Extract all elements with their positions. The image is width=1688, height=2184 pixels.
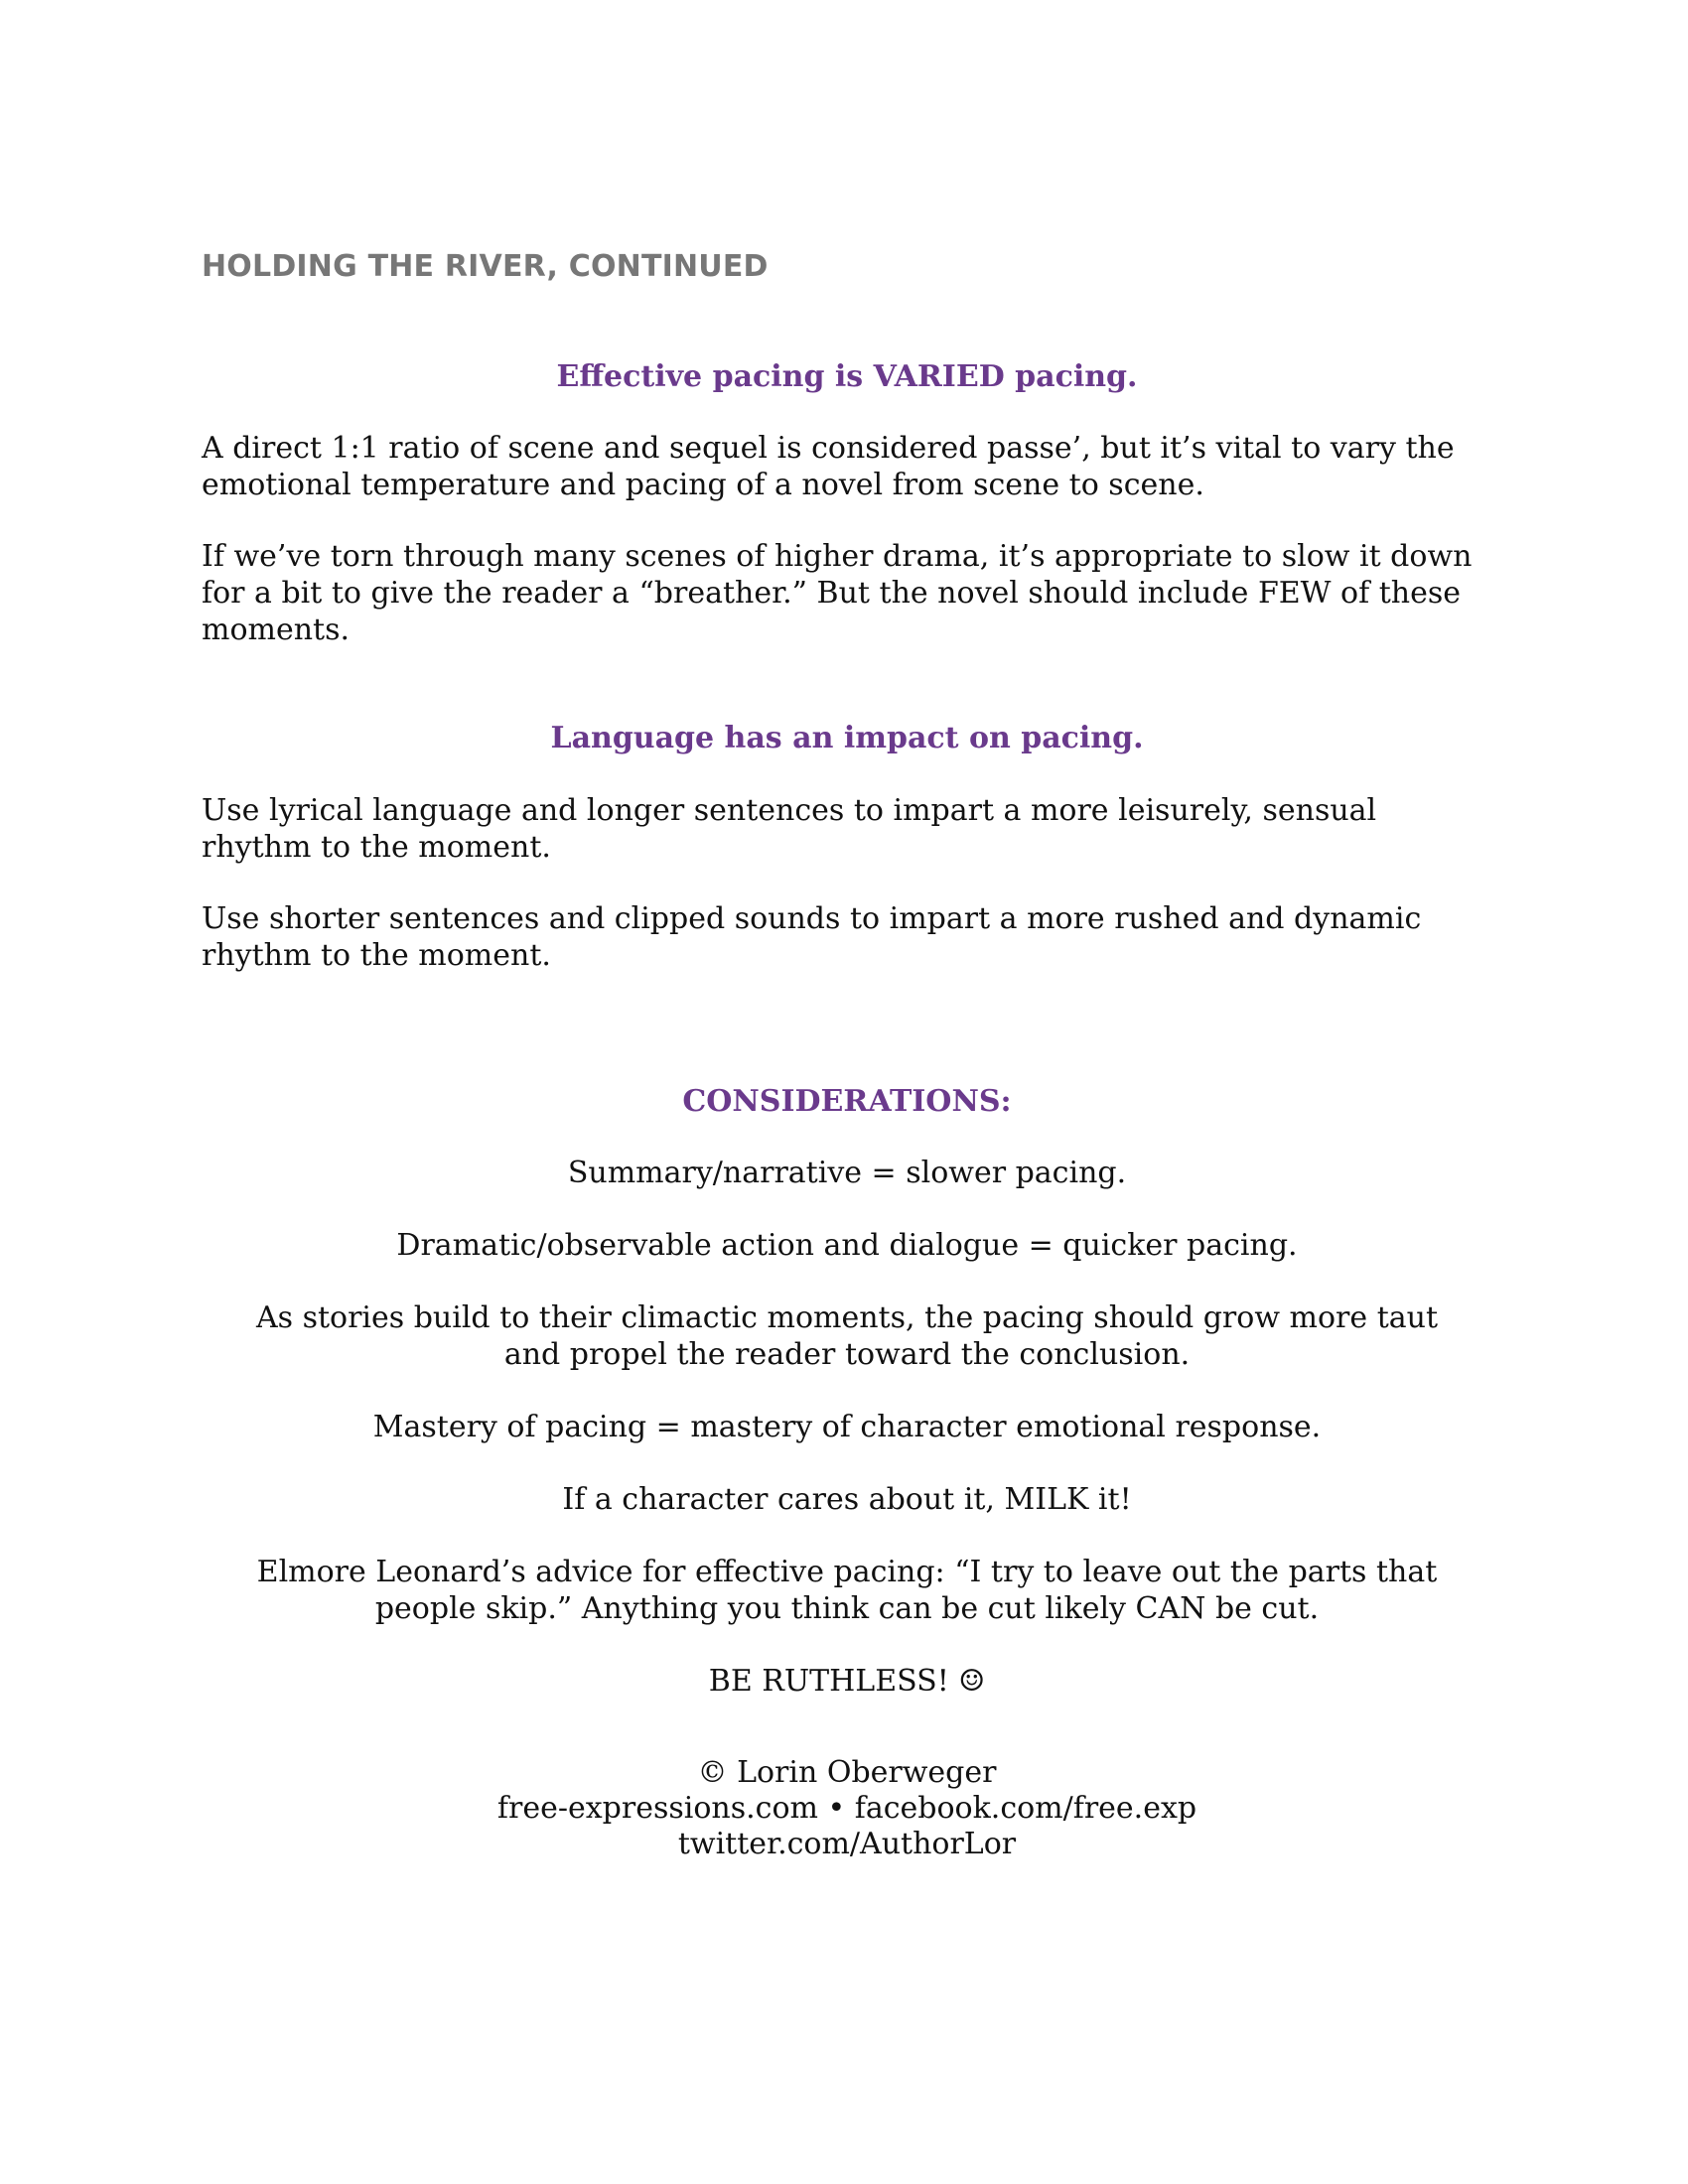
paragraph-shorter-sentences: Use shorter sentences and clipped sounds to impart a more rushed and dynamic rhythm to the moment.: [202, 901, 1422, 973]
paragraph-lyrical-language: Use lyrical language and longer sentences to impart a more leisurely, sensual rhythm to the moment.: [202, 793, 1377, 865]
footer-twitter: twitter.com/AuthorLor: [677, 1827, 1017, 1861]
consideration-item-quote: Elmore Leonard’s advice for effective pacing: “I try to leave out the parts that people skip.” Anything you think can be cut likely CAN be cut.: [256, 1555, 1438, 1626]
footer-copyright: © Lorin Oberweger: [697, 1755, 997, 1790]
consideration-item: Dramatic/observable action and dialogue = quicker pacing.: [396, 1228, 1298, 1263]
footer-links: free-expressions.com • facebook.com/free.exp: [496, 1791, 1197, 1826]
consideration-item: If a character cares about it, MILK it!: [562, 1482, 1132, 1517]
paragraph-breather: If we’ve torn through many scenes of higher drama, it’s appropriate to slow it down for a bit to give the reader a “breather.” But the novel should include FEW of these moments.: [202, 539, 1473, 647]
consideration-item: Summary/narrative = slower pacing.: [567, 1156, 1127, 1190]
consideration-item: Mastery of pacing = mastery of character emotional response.: [372, 1410, 1322, 1444]
consideration-item: As stories build to their climactic moments, the pacing should grow more taut and propel the reader toward the conclusion.: [255, 1300, 1439, 1372]
section-heading-language: Language has an impact on pacing.: [550, 721, 1144, 755]
section-heading-varied-pacing: Effective pacing is VARIED pacing.: [556, 359, 1138, 394]
running-head: HOLDING THE RIVER, CONTINUED: [202, 249, 769, 284]
considerations-heading: CONSIDERATIONS:: [682, 1084, 1012, 1119]
consideration-item-ruthless: BE RUTHLESS! ☺: [708, 1664, 986, 1699]
paragraph-ratio: A direct 1:1 ratio of scene and sequel is considered passe’, but it’s vital to vary the emotional temperature and pacing of a novel from scene to scene.: [202, 431, 1455, 502]
